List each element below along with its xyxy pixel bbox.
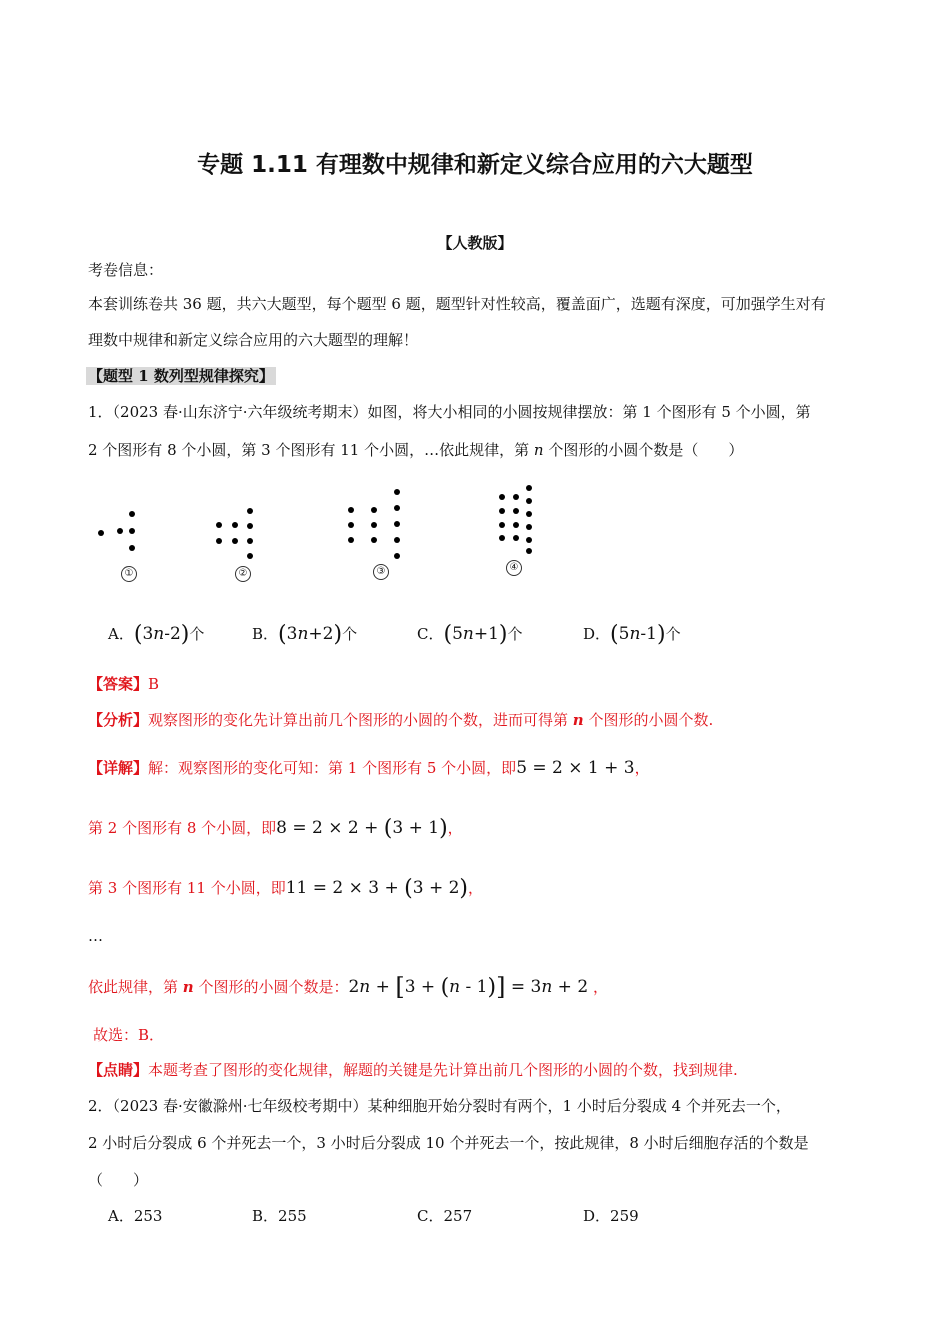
q2-line-3: （ ） <box>88 1171 149 1189</box>
option-a[interactable]: A．(3n-2)个 <box>108 622 205 647</box>
q2-option-a[interactable]: A．253 <box>108 1207 163 1225</box>
analysis: 【分析】观察图形的变化先计算出前几个图形的小圆的个数，进而可得第 n 个图形的小圆个数. <box>88 711 714 729</box>
remark: 【点睛】本题考查了图形的变化规律，解题的关键是先计算出前几个图形的小圆的个数，找到规律. <box>88 1061 738 1079</box>
info-heading: 考卷信息： <box>88 261 164 279</box>
circle-pattern-figure: ① ② ③ ④ <box>90 480 550 590</box>
detail-line-3: 第 3 个图形有 11 个小圆，即11 = 2 × 3 + (3 + 2)， <box>88 876 484 901</box>
edition-label: 【人教版】 <box>437 234 513 252</box>
detail-line-4: 依此规律，第 n 个图形的小圆个数是：2n + [3 + (n - 1)] = 3n + 2 ， <box>88 973 608 1001</box>
q2-line-1: 2．（2023 春·安徽滁州·七年级校考期中）某种细胞开始分裂时有两个，1 小时后分裂成 4 个并死去一个， <box>88 1097 791 1115</box>
choice: 故选：B． <box>93 1026 165 1044</box>
page-title: 专题 1.11 有理数中规律和新定义综合应用的六大题型 <box>197 152 753 178</box>
option-d[interactable]: D．(5n-1)个 <box>583 622 681 647</box>
option-b[interactable]: B．(3n+2)个 <box>252 622 358 647</box>
option-c[interactable]: C．(5n+1)个 <box>417 622 523 647</box>
detail-line-1: 【详解】解：观察图形的变化可知：第 1 个图形有 5 个小圆，即5 = 2 × 1 + 3， <box>88 758 650 778</box>
info-line-1: 本套训练卷共 36 题，共六大题型，每个题型 6 题，题型针对性较高，覆盖面广，选题有深度，可加强学生对有 <box>88 295 826 313</box>
q2-option-d[interactable]: D．259 <box>583 1207 639 1225</box>
ellipsis: … <box>88 927 103 945</box>
q2-option-b[interactable]: B．255 <box>252 1207 307 1225</box>
info-line-2: 理数中规律和新定义综合应用的六大题型的理解！ <box>88 331 419 349</box>
detail-line-2: 第 2 个图形有 8 个小圆，即8 = 2 × 2 + (3 + 1)， <box>88 816 463 841</box>
answer: 【答案】B <box>88 675 160 693</box>
section-heading: 【题型 1 数列型规律探究】 <box>88 367 274 385</box>
q2-line-2: 2 小时后分裂成 6 个并死去一个，3 小时后分裂成 10 个并死去一个，按此规律，8 小时后细胞存活的个数是 <box>88 1134 809 1152</box>
q2-option-c[interactable]: C．257 <box>417 1207 473 1225</box>
q1-line-1: 1．（2023 春·山东济宁·六年级统考期末）如图，将大小相同的小圆按规律摆放：第 1 个图形有 5 个小圆，第 <box>88 403 811 421</box>
q1-line-2: 2 个图形有 8 个小圆，第 3 个图形有 11 个小圆，…依此规律，第 n 个图形的小圆个数是（ ） <box>88 441 744 459</box>
